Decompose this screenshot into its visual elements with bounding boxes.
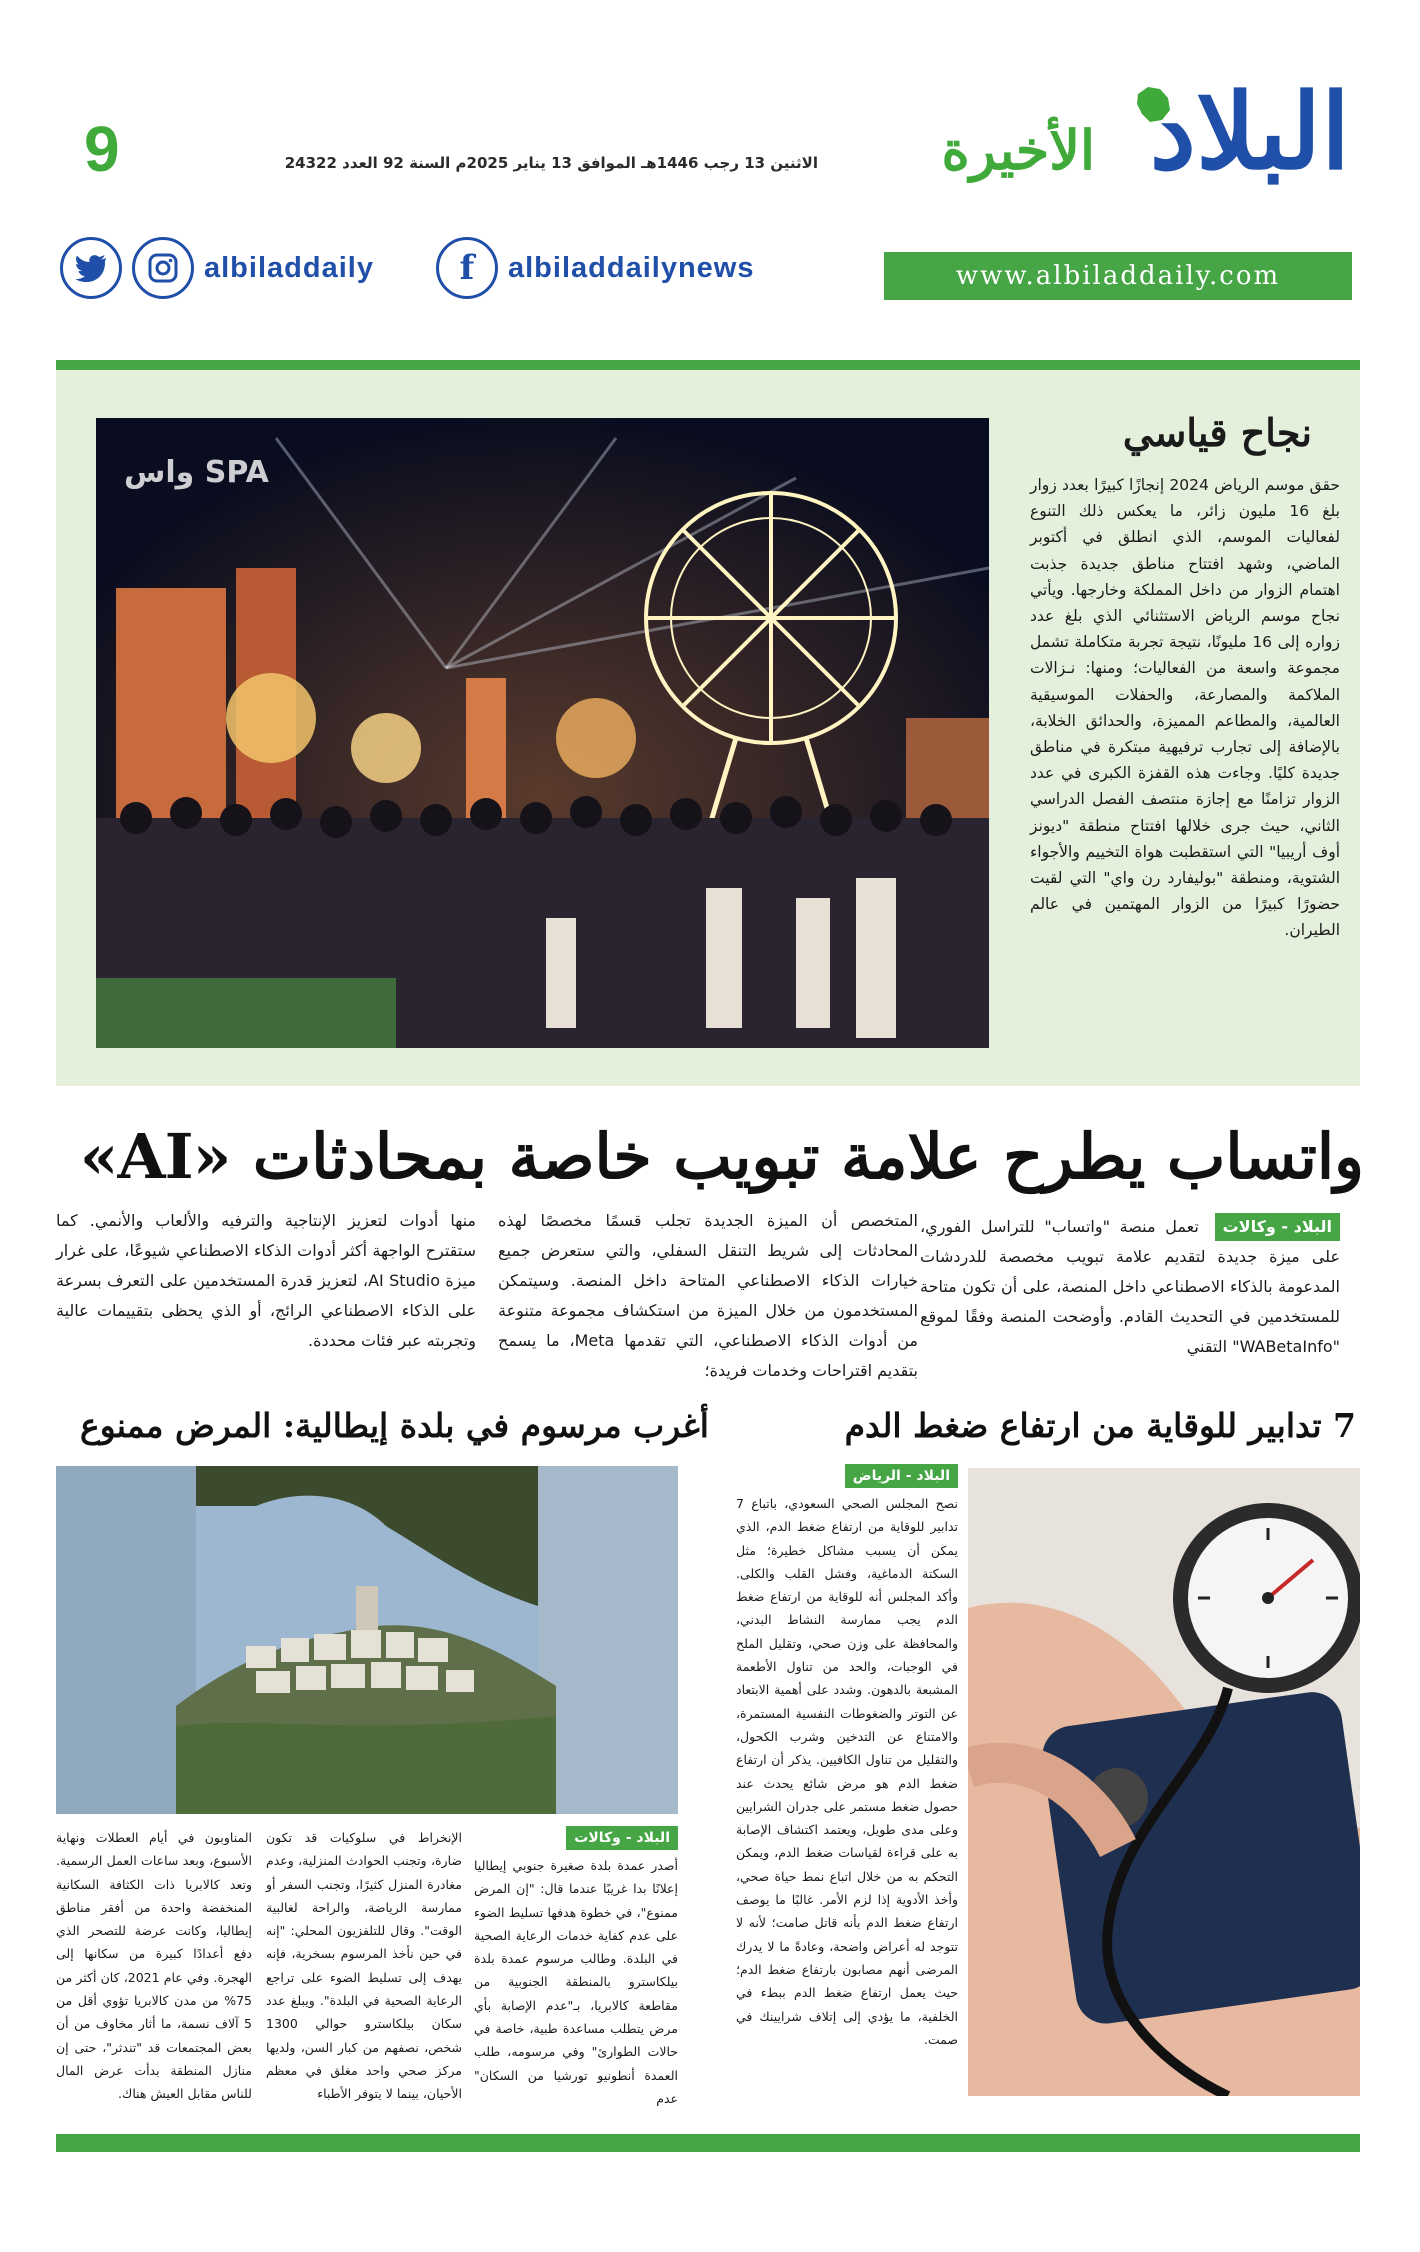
health-body: نصح المجلس الصحي السعودي، باتباع 7 تدابير للوقاية من ارتفاع ضغط الدم، الذي يمكن أن يسبب مشاكل خطيرة؛ مثل السكتة الدماغية، وفشل القلب والكلى. وأكد المجلس أنه للوقاية من ارتفاع ضغط الدم يجب ممارسة النشاط البدني، والمحافظة على وزن صحي، وتقليل الملح في الوجبات، والحد من تناول الأطعمة المشبعة بالدهون. وشدد على أهمية الابتعاد عن التوتر والضغوطات النفسية المستمرة، والامتناع عن التدخين وشرب الكحول، والتقليل من تناول الكافيين. يذكر أن ارتفاع ضغط الدم هو مرض شائع يحدث عند حصول ضغط مستمر على جدران الشرايين وعلى مدى طويل، ويعتمد اكتشاف الإصابة به على قراءة لقياسات ضغط الدم، ويمكن التحكم به من خلال اتباع نمط حياة صحي، وأخذ الأدوية إذا لزم الأمر. غالبًا ما يوصف ارتفاع ضغط الدم بأنه قاتل صامت؛ لأنه لا تتوجد له أعراض واضحة، وعادةً ما لا يدرك المرضى أنهم مصابون بارتفاع ضغط الدم؛ حيث يعمل ارتفاع ضغط الدم ببطء في الخلفية، ما يؤدي إلى إتلاف شرايينك في صمت.	[736, 1496, 958, 2047]
ai-headline: واتساب يطرح علامة تبويب خاصة بمحادثات «AI»	[79, 1120, 1364, 1193]
italy-article-col1	[474, 1826, 678, 2110]
hilltop-town-illustration	[56, 1466, 678, 1814]
italy-article-col2: الإنخراط في سلوكيات قد تكون ضارة، وتجنب الحوادث المنزلية، وعدم مغادرة المنزل كثيرًا، وتجنب السفر أو ممارسة الرياضة، والراحة لغالبية الوقت". وقال للتلفزيون المحلي: "إنه في حين نأخذ المرسوم بسخرية، فإنه يهدف إلى تسليط الضوء على تراجع الرعاية الصحية في البلدة". ويبلغ عدد سكان بيلكاسترو حوالي 1300 شخص، نصفهم من كبار السن، ولديها مركز صحي واحد مغلق في معظم الأحيان، بينما لا يتوفر الأطباء	[266, 1830, 462, 2102]
masthead-logo[interactable]	[850, 70, 1350, 210]
italy-col1-text: أصدر عمدة بلدة صغيرة جنوبي إيطاليا إعلانًا بدا غريبًا عندما قال: "إن المرض ممنوع"، في خطوة هدفها تسليط الضوء على عدم كفاية خدمات الرعاية الصحية في البلدة. وطالب مرسوم عمدة بلدة بيلكاسترو بالمنطقة الجنوبية من مقاطعة كالابريا، بـ"عدم الإصابة بأي مرض يتطلب مساعدة طبية، خاصة في حالات الطوارئ" وفي مرسومه، طلب العمدة أنطونيو تورشيا من السكان" عدم	[474, 1858, 678, 2106]
feature-body: حقق موسم الرياض 2024 إنجازًا كبيرًا بعدد زوار بلغ 16 مليون زائر، ما يعكس ذلك التنوع لفعاليات الموسم، الذي انطلق في أكتوبر الماضي، وشهد افتتاح مناطق جديدة جذبت اهتمام الزوار من داخل المملكة وخارجها. ويأتي نجاح موسم الرياض الاستثنائي الذي بلغ عدد زواره إلى 16 مليونًا، نتيجة تجربة متكاملة تشمل مجموعة واسعة من الفعاليات؛ ومنها: نـزالات الملاكمة والمصارعة، والحفلات الموسيقية العالمية، والمطاعم المميزة، والحدائق الخلابة، بالإضافة إلى تجارب ترفيهية مبتكرة في مناطق جديدة كليًا. وجاءت هذه القفزة الكبرى في عدد الزوار تزامنًا مع إجازة منتصف الفصل الدراسي الثاني، حيث جرى خلالها افتتاح منطقة "ديونز أوف أريبيا" التي استقطبت هواة التخييم والأجواء الشتوية، ومنطقة "بوليفارد رن واي" التي لقيت حضورًا كبيرًا من الزوار المهتمين في عالم الطيران.	[1030, 476, 1341, 940]
italy-article-col3: المناوبون في أيام العطلات ونهاية الأسبوع، وبعد ساعات العمل الرسمية. وتعد كالابريا ذات الكثافة السكانية المنخفضة واحدة من أفقر مناطق إيطاليا، وكانت عرضة للتصحر الذي دفع أعدادًا كبيرة من سكانها إلى الهجرة. وفي عام 2021، كان أكثر من 75% من مدن كالابريا تؤوي أقل من 5 آلاف نسمة، ما أثار مخاوف من أن بعض المجتمعات قد "تندثر"، حتى إن منازل المنطقة بدأت عرض المال للناس مقابل العيش هناك.	[56, 1830, 252, 2102]
health-headline: 7 تدابير للوقاية من ارتفاع ضغط الدم	[844, 1406, 1356, 1445]
belcastro-town-photo[interactable]	[56, 1466, 678, 1814]
blood-pressure-illustration	[968, 1468, 1360, 2096]
italy-headline: أغرب مرسوم في بلدة إيطالية: المرض ممنوع	[80, 1406, 709, 1445]
logo-subtitle: الأخيرة	[941, 118, 1095, 182]
ai-byline: البلاد - وكالات	[1215, 1213, 1340, 1241]
ai-article-col2: المتخصص أن الميزة الجديدة تجلب قسمًا مخصصًا لهذه المحادثات إلى شريط التنقل السفلي، والتي ستعرض جميع خيارات الذكاء الاصطناعي المتاحة داخل المنصة. وسيتمكن المستخدمون من خلال الميزة من استكشاف مجموعة متنوعة من أدوات الذكاء الاصطناعي، التي تقدمها Meta، ما يسمح بتقديم اقتراحات وخدمات فريدة؛	[498, 1211, 918, 1380]
twitter-instagram-handle: albiladdaily	[204, 251, 374, 284]
blood-pressure-photo[interactable]	[968, 1468, 1360, 2096]
facebook-handle: albiladdailynews	[508, 251, 755, 284]
issue-date-line: الاثنين 13 رجب 1446هـ الموافق 13 يناير 2025م السنة 92 العدد 24322	[284, 154, 818, 172]
social-handles[interactable]	[60, 236, 374, 300]
bottom-green-rule	[56, 2134, 1360, 2152]
health-byline: البلاد - الرياض	[845, 1464, 958, 1488]
instagram-icon	[132, 237, 194, 299]
riyadh-season-illustration	[96, 418, 989, 1048]
italy-byline: البلاد - وكالات	[566, 1826, 678, 1850]
website-url[interactable]: www.albiladdaily.com	[884, 252, 1352, 300]
ai-article-col1	[920, 1212, 1340, 1362]
page-number: 9	[84, 113, 120, 185]
feature-title: نجاح قياسي	[1122, 410, 1312, 455]
spa-watermark: واس SPA	[124, 455, 269, 490]
twitter-icon	[60, 237, 122, 299]
ai-article-col3: منها أدوات لتعزيز الإنتاجية والترفيه والألعاب والأنمي. كما ستقترح الواجهة أكثر أدوات الذكاء الاصطناعي شيوعًا، على غرار ميزة AI Studio، لتعزيز قدرة المستخدمين على التعرف بسرعة على الذكاء الاصطناعي الرائج، أو الذي يحظى بتقييمات عالية وتجربته عبر فئات محددة.	[56, 1211, 477, 1350]
facebook-link[interactable]	[436, 236, 754, 300]
ai-col1-text: تعمل منصة "واتساب" للتراسل الفوري، على ميزة جديدة لتقديم علامة تبويب مخصصة للدردشات المدعومة بالذكاء الاصطناعي داخل المنصة، على أن تكون متاحة للمستخدمين في التحديث القادم. وأوضحت المنصة وفقًا لموقع "WABetaInfo" التقني	[920, 1217, 1340, 1356]
riyadh-season-photo[interactable]	[96, 418, 989, 1048]
logo-word: البلاد	[1149, 70, 1350, 193]
health-article	[736, 1464, 958, 2051]
facebook-icon: f	[436, 237, 498, 299]
